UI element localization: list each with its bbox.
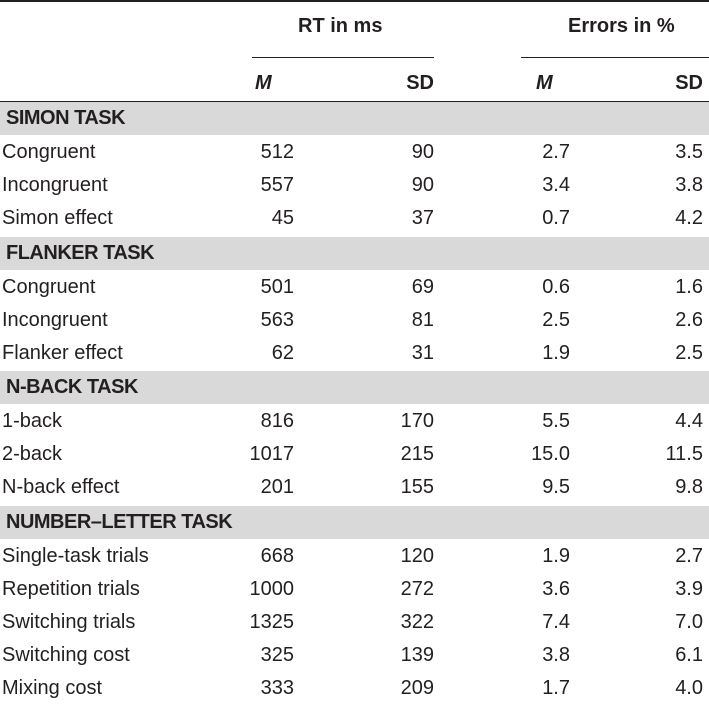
table-row — [0, 437, 709, 470]
error-sd-cell: 4.4 — [675, 410, 703, 432]
rt-spanner-rule — [252, 57, 434, 58]
table-row — [0, 336, 709, 369]
section-header — [0, 237, 709, 270]
section-title: N-BACK TASK — [6, 376, 138, 398]
row-label: Incongruent — [2, 174, 108, 196]
section-header — [0, 102, 709, 135]
row-label: Repetition trials — [2, 578, 140, 600]
error-mean-cell: 2.7 — [542, 141, 570, 163]
table-row — [0, 303, 709, 336]
error-sd-cell: 2.6 — [675, 309, 703, 331]
rt-mean-cell: 45 — [271, 207, 294, 229]
table-row — [0, 539, 709, 572]
rt-mean-cell: 201 — [260, 476, 294, 498]
section-title: NUMBER–LETTER TASK — [6, 511, 233, 533]
header-errors: Errors in % — [568, 15, 675, 37]
row-label: Mixing cost — [2, 677, 103, 699]
error-mean-cell: 3.6 — [542, 578, 570, 600]
error-mean-cell: 1.9 — [542, 342, 570, 364]
row-label: Congruent — [2, 276, 96, 298]
rt-mean-cell: 668 — [260, 545, 294, 567]
table-row — [0, 201, 709, 234]
row-label: 1-back — [2, 410, 63, 432]
subheader-err-m: M — [536, 72, 553, 94]
row-label: Single-task trials — [2, 545, 149, 567]
table-row — [0, 135, 709, 168]
error-sd-cell: 3.8 — [675, 174, 703, 196]
rt-sd-cell: 31 — [411, 342, 434, 364]
rt-sd-cell: 139 — [400, 644, 434, 666]
rt-sd-cell: 322 — [400, 611, 434, 633]
error-mean-cell: 0.7 — [542, 207, 570, 229]
rt-mean-cell: 1017 — [249, 443, 294, 465]
error-sd-cell: 3.5 — [675, 141, 703, 163]
rt-sd-cell: 69 — [411, 276, 434, 298]
row-label: Simon effect — [2, 207, 113, 229]
rt-sd-cell: 272 — [400, 578, 434, 600]
error-mean-cell: 5.5 — [542, 410, 570, 432]
error-sd-cell: 11.5 — [665, 443, 703, 465]
rt-sd-cell: 215 — [400, 443, 434, 465]
row-label: N-back effect — [2, 476, 120, 498]
rt-mean-cell: 512 — [260, 141, 294, 163]
table-row — [0, 572, 709, 605]
error-sd-cell: 4.0 — [675, 677, 703, 699]
error-sd-cell: 4.2 — [675, 207, 703, 229]
rt-mean-cell: 816 — [260, 410, 294, 432]
header-rt: RT in ms — [298, 15, 383, 37]
table-row — [0, 671, 709, 704]
rt-mean-cell: 1000 — [249, 578, 294, 600]
subheader-err-sd: SD — [675, 72, 703, 94]
error-sd-cell: 2.7 — [675, 545, 703, 567]
error-mean-cell: 3.8 — [542, 644, 570, 666]
top-rule — [0, 0, 709, 2]
error-mean-cell: 15.0 — [531, 443, 570, 465]
error-mean-cell: 7.4 — [542, 611, 570, 633]
rt-mean-cell: 501 — [260, 276, 294, 298]
rt-sd-cell: 81 — [411, 309, 434, 331]
row-label: Switching cost — [2, 644, 130, 666]
section-title: FLANKER TASK — [6, 242, 155, 264]
rt-sd-cell: 170 — [400, 410, 434, 432]
table-row — [0, 470, 709, 503]
subheader-rt-sd: SD — [406, 72, 434, 94]
error-sd-cell: 1.6 — [675, 276, 703, 298]
rt-sd-cell: 155 — [400, 476, 434, 498]
error-mean-cell: 9.5 — [542, 476, 570, 498]
rt-mean-cell: 62 — [271, 342, 294, 364]
rt-mean-cell: 557 — [260, 174, 294, 196]
error-mean-cell: 0.6 — [542, 276, 570, 298]
error-mean-cell: 1.7 — [542, 677, 570, 699]
table-row — [0, 168, 709, 201]
rt-mean-cell: 563 — [260, 309, 294, 331]
row-label: Congruent — [2, 141, 96, 163]
error-sd-cell: 9.8 — [675, 476, 703, 498]
error-sd-cell: 7.0 — [675, 611, 703, 633]
error-sd-cell: 2.5 — [675, 342, 703, 364]
table-row — [0, 270, 709, 303]
error-mean-cell: 3.4 — [542, 174, 570, 196]
table-row — [0, 404, 709, 437]
error-sd-cell: 3.9 — [675, 578, 703, 600]
rt-sd-cell: 90 — [411, 174, 434, 196]
subheader-rt-m: M — [255, 72, 272, 94]
rt-sd-cell: 90 — [411, 141, 434, 163]
rt-mean-cell: 333 — [260, 677, 294, 699]
section-header — [0, 506, 709, 539]
rt-sd-cell: 37 — [411, 207, 434, 229]
row-label: Incongruent — [2, 309, 108, 331]
section-header — [0, 371, 709, 404]
rt-mean-cell: 325 — [260, 644, 294, 666]
table-row — [0, 605, 709, 638]
error-mean-cell: 1.9 — [542, 545, 570, 567]
row-label: Flanker effect — [2, 342, 123, 364]
table-row — [0, 638, 709, 671]
rt-sd-cell: 120 — [400, 545, 434, 567]
row-label: 2-back — [2, 443, 63, 465]
error-sd-cell: 6.1 — [675, 644, 703, 666]
errors-spanner-rule — [521, 57, 709, 58]
rt-mean-cell: 1325 — [249, 611, 294, 633]
error-mean-cell: 2.5 — [542, 309, 570, 331]
rt-sd-cell: 209 — [400, 677, 434, 699]
row-label: Switching trials — [2, 611, 136, 633]
section-title: SIMON TASK — [6, 107, 126, 129]
